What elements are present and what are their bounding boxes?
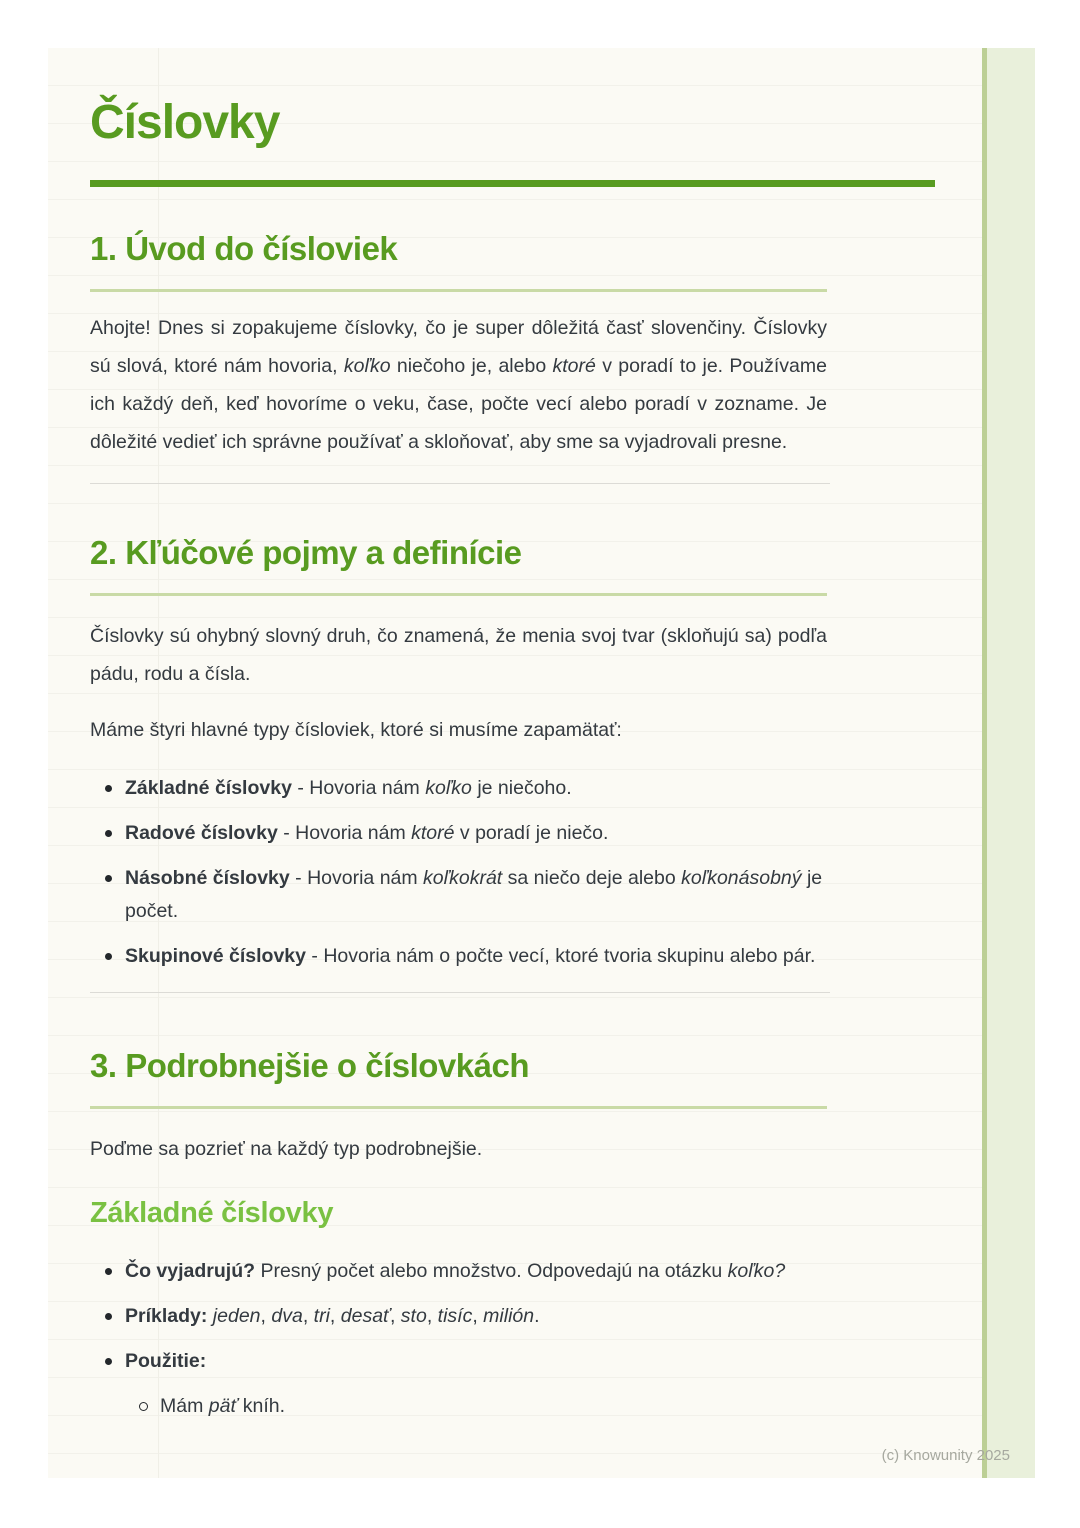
section-3-heading: 3. Podrobnejšie o číslovkách — [90, 1047, 529, 1084]
document-content — [90, 94, 827, 1423]
section-uvod — [90, 228, 827, 461]
section-2-heading: 2. Kľúčové pojmy a definície — [90, 534, 522, 571]
section-2-underline — [90, 593, 827, 596]
section-1-underline — [90, 289, 827, 292]
bullet-dot-icon — [105, 1358, 112, 1365]
zakladne-bullet-list — [90, 1255, 827, 1423]
bullet-text: Skupinové číslovky - Hovoria nám o počte vecí, ktoré tvoria skupinu alebo pár. — [125, 945, 816, 967]
types-bullet-list — [90, 772, 827, 973]
page-title: Číslovky — [90, 96, 280, 149]
bullet-item-zakladne — [90, 772, 827, 805]
section-2-paragraph-2: Máme štyri hlavné typy čísloviek, ktoré si musíme zapamätať: — [90, 719, 622, 741]
bullet-dot-icon — [105, 785, 112, 792]
bullet-item-radove — [90, 817, 827, 850]
section-podrobnejsie — [90, 1045, 827, 1423]
subsection-heading-zakladne: Základné číslovky — [90, 1197, 334, 1229]
bullet-item-co-vyjadruju — [90, 1255, 827, 1288]
sub-bullet-item-mam-pat-knih — [90, 1390, 827, 1423]
section-divider — [90, 483, 830, 484]
section-pojmy — [90, 532, 827, 973]
circle-bullet-icon — [139, 1402, 148, 1411]
bullet-dot-icon — [105, 830, 112, 837]
bullet-item-skupinove — [90, 940, 827, 973]
section-1-paragraph: Ahojte! Dnes si zopakujeme číslovky, čo je super dôležitá časť slovenčiny. Číslovky sú slová, ktoré nám hovoria, koľko niečoho je, alebo ktoré v poradí to je. Používame ich každý deň, keď hovoríme o veku, čase, počte vecí alebo poradí v zozname. Je dôležité vedieť ich správne používať a skloňovať, aby sme sa vyjadrovali presne. — [90, 317, 827, 453]
bullet-dot-icon — [105, 953, 112, 960]
section-1-heading: 1. Úvod do čísloviek — [90, 230, 398, 267]
section-3-underline — [90, 1106, 827, 1109]
bullet-text: Násobné číslovky - Hovoria nám koľkokrát sa niečo deje alebo koľkonásobný je počet. — [125, 867, 823, 922]
bullet-text: Príklady: jeden, dva, tri, desať, sto, tisíc, milión. — [125, 1305, 540, 1327]
page-right-stripe — [982, 48, 1035, 1478]
section-3-paragraph: Poďme sa pozrieť na každý typ podrobnejšie. — [90, 1138, 483, 1160]
bullet-dot-icon — [105, 1268, 112, 1275]
bullet-text: Čo vyjadrujú? Presný počet alebo množstvo. Odpovedajú na otázku koľko? — [125, 1260, 786, 1282]
bullet-text: Použitie: — [125, 1350, 207, 1372]
bullet-item-pouzitie — [90, 1345, 827, 1378]
bullet-text: Radové číslovky - Hovoria nám ktoré v poradí je niečo. — [125, 822, 609, 844]
bullet-text: Základné číslovky - Hovoria nám koľko je niečoho. — [125, 777, 572, 799]
section-divider — [90, 992, 830, 993]
copyright-watermark: (c) Knowunity 2025 — [881, 1447, 1010, 1464]
sub-bullet-text: Mám päť kníh. — [160, 1395, 286, 1417]
bullet-item-priklady — [90, 1300, 827, 1333]
section-2-paragraph-1: Číslovky sú ohybný slovný druh, čo znamená, že menia svoj tvar (skloňujú sa) podľa pádu, rodu a čísla. — [90, 625, 827, 685]
bullet-dot-icon — [105, 1313, 112, 1320]
bullet-dot-icon — [105, 875, 112, 882]
title-rule — [90, 180, 935, 187]
bullet-item-nasobne — [90, 862, 827, 928]
document-page — [48, 48, 1035, 1478]
